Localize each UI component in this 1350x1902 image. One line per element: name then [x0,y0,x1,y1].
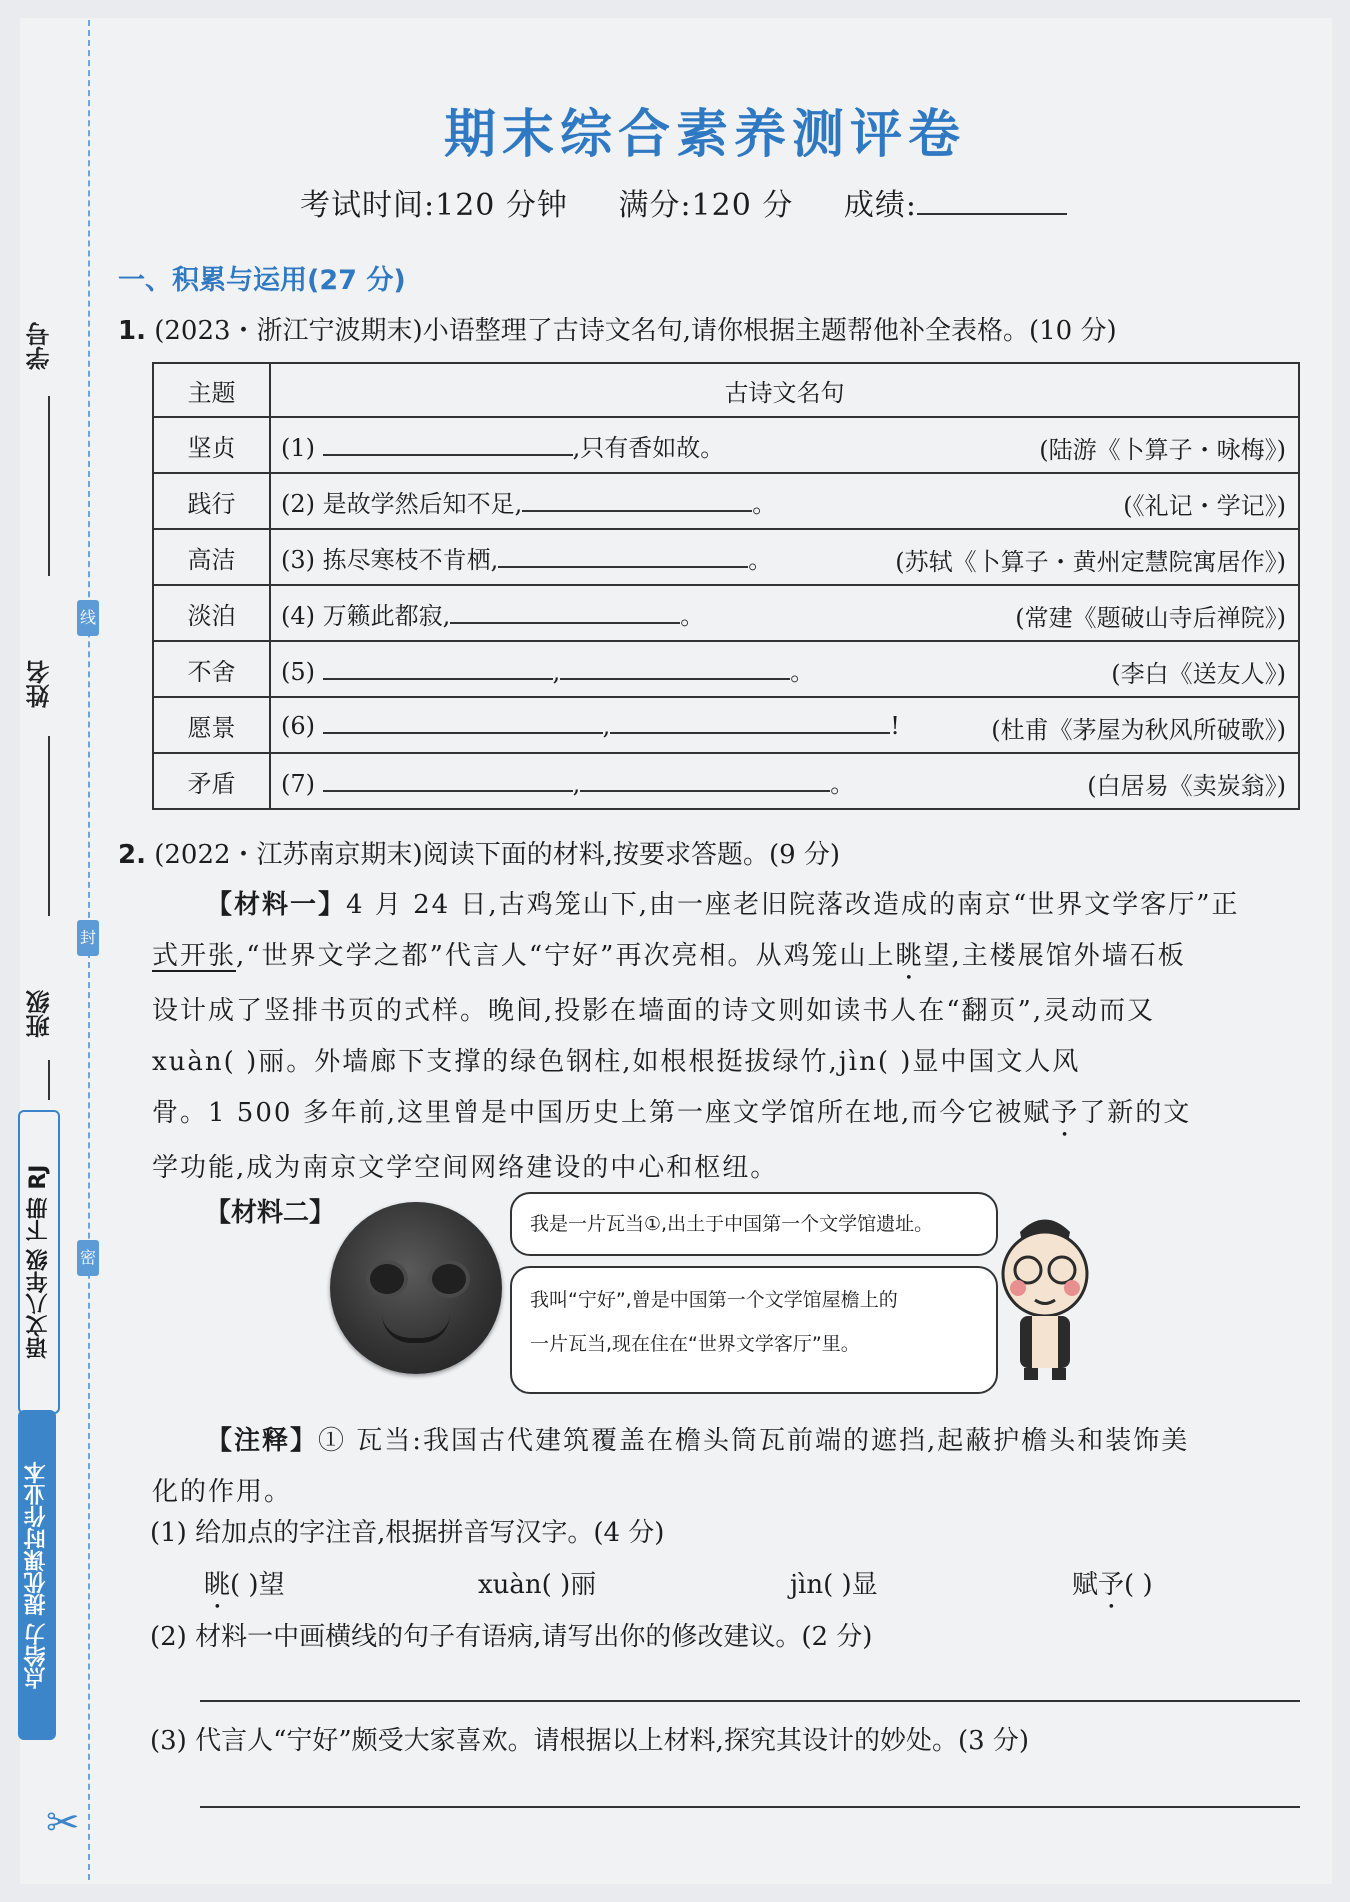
theme-cell: 矛盾 [153,753,270,809]
material-text: 望,主楼展馆外墙石板 [923,941,1186,971]
table-row [153,753,1299,809]
verse-source: (杜甫《茅屋为秋风所破歌》) [991,716,1286,744]
section-heading: 一、积累与运用(27 分) [118,265,406,296]
answer-blank[interactable] [323,710,603,734]
question-number: 1. [118,316,146,346]
table-row [153,529,1299,585]
sub-question-1: (1) 给加点的字注音,根据拼音写汉字。(4 分) [150,1518,665,1548]
verse-cell [270,641,1299,697]
tile-mouth [382,1314,450,1343]
student-number-blank [48,396,50,576]
theme-cell: 愿景 [153,697,270,753]
table-row [153,641,1299,697]
exam-meta [300,180,1067,224]
tile-eye [428,1260,470,1298]
name-blank [48,736,50,916]
answer-blank[interactable] [610,710,890,734]
score-blank[interactable] [917,213,1067,215]
verse-cell [270,473,1299,529]
annotation [152,1416,1302,1518]
answer-blank[interactable] [580,768,830,792]
question-text: (2022・江苏南京期末)阅读下面的材料,按要求答题。(9 分) [154,840,841,870]
question-2 [118,834,840,871]
theme-cell: 不舍 [153,641,270,697]
verse-text: (5) [281,657,315,686]
verse-text: , [602,712,611,740]
dotted-char: 眺 [204,1570,231,1600]
verse-text: ,只有香如故。 [572,433,725,462]
item-text: ( )望 [230,1570,285,1600]
table-header: 古诗文名句 [270,363,1299,417]
pinyin-item: jìn( )显 [790,1570,878,1600]
verse-text: (3) 拣尽寒枝不肯栖, [281,545,499,574]
table-row [153,585,1299,641]
book-label: 语文八年级 下册 RJ [18,1110,60,1414]
verse-cell [270,585,1299,641]
note-text: ① 瓦当:我国古代建筑覆盖在檐头筒瓦前端的遮挡,起蔽护檐头和装饰美 [318,1426,1190,1456]
verse-text: (1) [281,433,315,462]
verse-text: ! [890,712,900,740]
seal-feng-mark: 封 [77,920,99,956]
theme-cell: 坚贞 [153,417,270,473]
verse-text: (4) 万籁此都寂, [281,601,451,630]
answer-blank[interactable] [522,488,752,512]
bubble-text: 我叫“宁好”,曾是中国第一个文学馆屋檐上的 [530,1289,898,1311]
material-one [152,880,1302,1194]
mascot-ninghao-image [980,1212,1110,1382]
bubble-text: 一片瓦当,现在住在“世界文学客厅”里。 [530,1333,860,1355]
theme-cell: 淡泊 [153,585,270,641]
item-text: 赋 [1072,1570,1099,1600]
answer-blank[interactable] [450,600,680,624]
material-text: 4 月 24 日,古鸡笼山下,由一座老旧院落改造成的南京“世界文学客厅”正 [346,890,1240,920]
verse-text: (7) [281,769,315,798]
verse-text: , [552,657,561,686]
verse-text: 。 [790,657,815,686]
sub-question-3: (3) 代言人“宁好”颇受大家喜欢。请根据以上材料,探究其设计的妙处。(3 分) [150,1726,1030,1756]
verse-cell [270,753,1299,809]
exam-time: 考试时间:120 分钟 [300,188,568,223]
verse-source: (苏轼《卜算子・黄州定慧院寓居作》) [895,548,1286,576]
class-label: 班级 [26,990,54,1038]
roof-tile-image [330,1202,502,1374]
poem-table [152,362,1300,810]
answer-blank[interactable] [498,544,748,568]
question-1 [118,310,1117,347]
verse-text: , [572,769,581,798]
score-label: 成绩: [843,188,918,223]
verse-text: 。 [830,769,855,798]
answer-blank[interactable] [560,656,790,680]
note-text: 化的作用。 [152,1477,293,1507]
sub-question-2: (2) 材料一中画横线的句子有语病,请写出你的修改建议。(2 分) [150,1622,873,1652]
speech-bubble [510,1266,998,1394]
material-two-label: 【材料二】 [205,1198,336,1228]
material-text: 设计成了竖排书页的式样。晚间,投影在墙面的诗文则如读书人在“翻页”,灵动而又 [152,996,1156,1026]
full-score: 满分:120 分 [618,188,794,223]
brand-label: 点给力 提优课时作业本 [18,1410,56,1740]
verse-cell [270,417,1299,473]
answer-line[interactable] [200,1700,1300,1702]
class-blank [48,1060,50,1100]
verse-source: (李白《送友人》) [1111,660,1286,688]
item-text: ( ) [1124,1570,1153,1600]
verse-source: (《礼记・学记》) [1123,492,1286,520]
verse-text: 。 [752,489,777,518]
verse-text: (2) 是故学然后知不足, [281,489,523,518]
dotted-char: 眺 [895,941,924,971]
verse-cell [270,697,1299,753]
page-title: 期末综合素养测评卷 [443,105,966,165]
theme-cell: 践行 [153,473,270,529]
name-label: 姓名 [26,660,54,708]
answer-line[interactable] [200,1806,1300,1808]
note-label: 【注释】 [206,1426,319,1456]
table-row [153,697,1299,753]
question-number: 2. [118,840,146,870]
material-text: xuàn( )丽。外墙廊下支撑的绿色钢柱,如根根挺拔绿竹,jìn( )显中国文人风 [152,1047,1081,1077]
pinyin-item [1072,1564,1153,1615]
underlined-text: 式开张 [152,941,237,971]
verse-text: (6) [281,712,315,740]
verse-text: 。 [748,545,773,574]
pinyin-item: xuàn( )丽 [478,1570,597,1600]
speech-bubble: 我是一片瓦当①,出土于中国第一个文学馆遗址。 [510,1192,998,1256]
verse-cell [270,529,1299,585]
table-row [153,417,1299,473]
seal-mi-mark: 密 [77,1240,99,1276]
answer-blank[interactable] [323,432,573,456]
table-header: 主题 [153,363,270,417]
verse-source: (白居易《卖炭翁》) [1087,772,1286,800]
theme-cell: 高洁 [153,529,270,585]
material-text: 学功能,成为南京文学空间网络建设的中心和枢纽。 [152,1153,779,1183]
verse-text: 。 [680,601,705,630]
table-row [153,473,1299,529]
seal-line-mark: 线 [77,600,99,636]
material-label: 【材料一】 [206,890,347,920]
answer-blank[interactable] [323,656,553,680]
dotted-char: 予 [1098,1570,1125,1600]
verse-source: (常建《题破山寺后禅院》) [1015,604,1286,632]
material-text: 了新的文 [1079,1098,1192,1128]
pinyin-item [204,1564,285,1615]
dotted-char: 予 [1051,1098,1080,1128]
answer-blank[interactable] [323,768,573,792]
material-text: 骨。1 500 多年前,这里曾是中国历史上第一座文学馆所在地,而今它被赋 [152,1098,1052,1128]
student-number-label: 学号 [26,322,54,370]
tile-eye [366,1260,408,1298]
question-text: (2023・浙江宁波期末)小语整理了古诗文名句,请你根据主题帮他补全表格。(10 分) [154,316,1117,346]
material-text: ,“世界文学之都”代言人“宁好”再次亮相。从鸡笼山上 [236,941,896,971]
scissors-icon: ✂ [46,1800,80,1846]
verse-source: (陆游《卜算子・咏梅》) [1039,436,1286,464]
